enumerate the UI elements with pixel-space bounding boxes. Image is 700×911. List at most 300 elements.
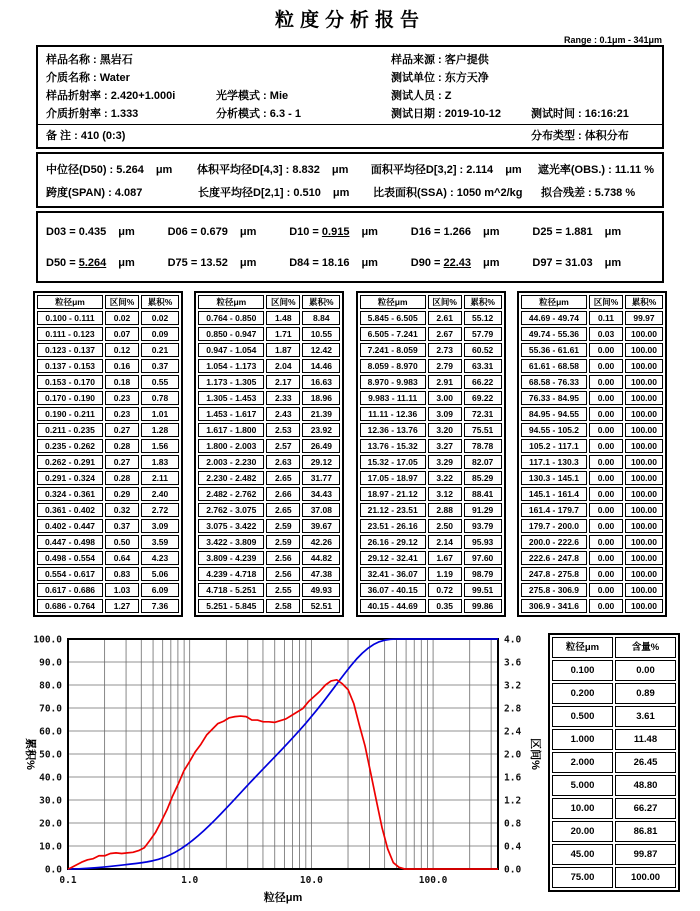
cell-interval-pct: 0.00 <box>589 439 623 453</box>
percentile-value: 0.915 <box>321 225 350 238</box>
cell-interval-pct: 2.58 <box>266 599 300 613</box>
table-row <box>37 359 179 373</box>
cell-size-range: 84.95 - 94.55 <box>521 407 587 421</box>
cell-interval-pct: 2.53 <box>266 423 300 437</box>
cell-interval-pct: 2.91 <box>428 375 462 389</box>
info-field: 备 注 : 410 (0:3) <box>46 129 126 142</box>
stat-value: 中位径(D50) : 5.264 <box>46 163 144 176</box>
cell-content-pct: 86.81 <box>615 821 676 842</box>
cell-cumulative-pct: 10.55 <box>302 327 340 341</box>
stat-field <box>371 161 538 177</box>
percentile-name: D06 = <box>167 225 201 238</box>
cell-cumulative-pct: 100.00 <box>625 439 663 453</box>
table-row <box>198 519 340 533</box>
cell-cumulative-pct: 8.84 <box>302 311 340 325</box>
table-row <box>552 844 676 865</box>
cell-interval-pct: 1.67 <box>428 551 462 565</box>
cell-size-range: 0.764 - 0.850 <box>198 311 264 325</box>
cell-interval-pct: 2.65 <box>266 471 300 485</box>
cell-size-range: 0.498 - 0.554 <box>37 551 103 565</box>
cell-interval-pct: 0.03 <box>589 327 623 341</box>
cell-interval-pct: 0.23 <box>105 407 139 421</box>
cell-size-range: 94.55 - 105.2 <box>521 423 587 437</box>
percentile-unit: μm <box>604 256 622 269</box>
cell-interval-pct: 2.50 <box>428 519 462 533</box>
cell-size-range: 12.36 - 13.76 <box>360 423 426 437</box>
column-header: 粒径μm <box>198 295 264 309</box>
cell-interval-pct: 0.00 <box>589 455 623 469</box>
percentile-name: D03 = <box>46 225 79 238</box>
stat-field <box>198 184 373 200</box>
cell-size-range: 0.137 - 0.153 <box>37 359 103 373</box>
sample-info-box <box>36 45 664 149</box>
cell-cumulative-pct: 39.67 <box>302 519 340 533</box>
cell-size: 5.000 <box>552 775 613 796</box>
info-field: 测试单位 : 东方天净 <box>391 72 489 84</box>
cell-interval-pct: 0.37 <box>105 519 139 533</box>
cell-cumulative-pct: 93.79 <box>464 519 502 533</box>
percentile-unit: μm <box>604 225 622 238</box>
cell-interval-pct: 0.23 <box>105 391 139 405</box>
table-row <box>360 583 502 597</box>
stat-field <box>541 184 635 200</box>
table-row <box>360 407 502 421</box>
percentile-value: 18.16 <box>321 256 350 269</box>
summary-table-grid <box>548 633 680 892</box>
svg-text:100.0: 100.0 <box>33 634 62 646</box>
stats-row <box>38 157 662 180</box>
left-axis-ticks <box>33 635 62 876</box>
table-row <box>37 567 179 581</box>
cell-interval-pct: 0.35 <box>428 599 462 613</box>
percentile-unit: μm <box>118 225 135 238</box>
table-header-row <box>360 295 502 309</box>
cell-interval-pct: 2.59 <box>266 519 300 533</box>
cell-size-range: 0.153 - 0.170 <box>37 375 103 389</box>
svg-text:0.4: 0.4 <box>504 841 522 853</box>
cell-cumulative-pct: 99.51 <box>464 583 502 597</box>
table-row <box>198 471 340 485</box>
cell-interval-pct: 2.17 <box>266 375 300 389</box>
column-header: 粒径μm <box>37 295 103 309</box>
cell-cumulative-pct: 7.36 <box>141 599 179 613</box>
table-row <box>198 327 340 341</box>
cell-cumulative-pct: 2.11 <box>141 471 179 485</box>
cell-cumulative-pct: 100.00 <box>625 519 663 533</box>
cell-size-range: 18.97 - 21.12 <box>360 487 426 501</box>
table-row <box>521 359 663 373</box>
report-title: 粒度分析报告 <box>274 10 425 31</box>
cell-cumulative-pct: 63.31 <box>464 359 502 373</box>
cell-size-range: 2.230 - 2.482 <box>198 471 264 485</box>
cell-cumulative-pct: 99.86 <box>464 599 502 613</box>
cell-size-range: 0.170 - 0.190 <box>37 391 103 405</box>
cell-size-range: 145.1 - 161.4 <box>521 487 587 501</box>
chart-grid <box>68 639 498 869</box>
stat-field <box>46 184 198 200</box>
cell-interval-pct: 2.88 <box>428 503 462 517</box>
info-field: 介质折射率 : 1.333 <box>46 108 139 120</box>
cell-size-range: 26.16 - 29.12 <box>360 535 426 549</box>
cell-interval-pct: 2.67 <box>428 327 462 341</box>
svg-text:4.0: 4.0 <box>504 634 522 646</box>
cell-size: 10.00 <box>552 798 613 819</box>
cell-interval-pct: 3.20 <box>428 423 462 437</box>
cell-interval-pct: 2.59 <box>266 535 300 549</box>
table-row <box>198 583 340 597</box>
particle-table-group <box>33 291 183 617</box>
cell-size-range: 0.100 - 0.111 <box>37 311 103 325</box>
cell-cumulative-pct: 31.77 <box>302 471 340 485</box>
info-row <box>38 104 662 122</box>
cell-cumulative-pct: 88.41 <box>464 487 502 501</box>
cell-cumulative-pct: 75.51 <box>464 423 502 437</box>
svg-text:3.2: 3.2 <box>504 680 522 692</box>
percentile-field <box>46 257 168 269</box>
svg-text:0.0: 0.0 <box>504 864 522 876</box>
cell-size-range: 0.123 - 0.137 <box>37 343 103 357</box>
cell-cumulative-pct: 0.21 <box>141 343 179 357</box>
cell-cumulative-pct: 97.60 <box>464 551 502 565</box>
table-row <box>198 343 340 357</box>
cell-size: 0.100 <box>552 660 613 681</box>
table-row <box>521 311 663 325</box>
x-axis-ticks <box>59 875 447 886</box>
cell-cumulative-pct: 100.00 <box>625 359 663 373</box>
info-row <box>38 86 662 104</box>
right-axis-ticks <box>504 635 521 876</box>
percentile-name: D75 = <box>167 256 201 269</box>
percentile-value: 0.435 <box>78 225 107 238</box>
cell-interval-pct: 2.79 <box>428 359 462 373</box>
cell-size-range: 40.15 - 44.69 <box>360 599 426 613</box>
info-row <box>38 68 662 86</box>
cell-cumulative-pct: 42.26 <box>302 535 340 549</box>
table-row <box>521 343 663 357</box>
cell-size: 45.00 <box>552 844 613 865</box>
cell-content-pct: 0.00 <box>615 660 676 681</box>
cell-size-range: 3.422 - 3.809 <box>198 535 264 549</box>
percentile-name: D97 = <box>532 256 566 269</box>
percentile-name: D84 = <box>289 256 322 269</box>
percentile-unit: μm <box>239 225 257 238</box>
cell-cumulative-pct: 47.38 <box>302 567 340 581</box>
table-row <box>37 551 179 565</box>
cell-size-range: 44.69 - 49.74 <box>521 311 587 325</box>
table-row <box>37 519 179 533</box>
cell-cumulative-pct: 1.28 <box>141 423 179 437</box>
table-row <box>521 583 663 597</box>
stat-value: 面积平均径D[3,2] : 2.114 <box>370 163 494 176</box>
table-row <box>37 327 179 341</box>
stat-value: 体积平均径D[4,3] : 8.832 <box>197 163 320 176</box>
table-row <box>360 535 502 549</box>
cell-cumulative-pct: 0.55 <box>141 375 179 389</box>
cell-interval-pct: 0.00 <box>589 471 623 485</box>
cell-cumulative-pct: 21.39 <box>302 407 340 421</box>
cell-interval-pct: 2.66 <box>266 487 300 501</box>
cell-interval-pct: 0.02 <box>105 311 139 325</box>
cell-cumulative-pct: 3.09 <box>141 519 179 533</box>
cell-interval-pct: 2.57 <box>266 439 300 453</box>
cell-cumulative-pct: 44.82 <box>302 551 340 565</box>
table-header-row <box>521 295 663 309</box>
table-row <box>360 455 502 469</box>
cell-cumulative-pct: 0.02 <box>141 311 179 325</box>
cell-interval-pct: 0.32 <box>105 503 139 517</box>
svg-text:2.0: 2.0 <box>504 749 522 761</box>
cell-interval-pct: 2.65 <box>266 503 300 517</box>
info-field: 分析模式 : 6.3 - 1 <box>216 108 301 120</box>
cell-interval-pct: 0.00 <box>589 407 623 421</box>
cell-size-range: 200.0 - 222.6 <box>521 535 587 549</box>
cell-size-range: 0.554 - 0.617 <box>37 567 103 581</box>
percentile-field <box>411 226 533 238</box>
cell-interval-pct: 0.00 <box>589 503 623 517</box>
cell-interval-pct: 0.28 <box>105 471 139 485</box>
info-field: 介质名称 : Water <box>46 72 130 84</box>
cell-cumulative-pct: 100.00 <box>625 455 663 469</box>
table-row <box>552 752 676 773</box>
cell-cumulative-pct: 66.22 <box>464 375 502 389</box>
cell-interval-pct: 0.00 <box>589 551 623 565</box>
table-row <box>360 343 502 357</box>
table-row <box>521 487 663 501</box>
table-row <box>37 487 179 501</box>
percentile-value: 1.881 <box>565 225 593 238</box>
cell-cumulative-pct: 100.00 <box>625 599 663 613</box>
table-header-row <box>552 637 676 658</box>
cell-interval-pct: 0.00 <box>589 343 623 357</box>
info-field: 分布类型 : 体积分布 <box>531 129 629 142</box>
cell-cumulative-pct: 4.23 <box>141 551 179 565</box>
percentile-unit: μm <box>118 256 135 269</box>
info-field: 测试人员 : Z <box>391 90 452 102</box>
cell-size-range: 5.845 - 6.505 <box>360 311 426 325</box>
table-row <box>37 439 179 453</box>
svg-text:40.0: 40.0 <box>39 772 62 784</box>
cell-size-range: 2.003 - 2.230 <box>198 455 264 469</box>
column-header: 累积% <box>464 295 502 309</box>
cell-size-range: 222.6 - 247.8 <box>521 551 587 565</box>
cell-interval-pct: 2.04 <box>266 359 300 373</box>
table-row <box>37 583 179 597</box>
cell-size-range: 0.361 - 0.402 <box>37 503 103 517</box>
cell-cumulative-pct: 95.93 <box>464 535 502 549</box>
cell-interval-pct: 3.29 <box>428 455 462 469</box>
svg-text:1.6: 1.6 <box>504 772 522 784</box>
svg-text:2.8: 2.8 <box>504 703 522 715</box>
cell-interval-pct: 0.00 <box>589 535 623 549</box>
cell-interval-pct: 0.27 <box>105 423 139 437</box>
chart-right-axis-label: 区间% <box>529 738 541 770</box>
cell-size-range: 1.800 - 2.003 <box>198 439 264 453</box>
summary-table <box>548 633 680 892</box>
cell-size-range: 247.8 - 275.8 <box>521 567 587 581</box>
cell-size-range: 1.453 - 1.617 <box>198 407 264 421</box>
table-row <box>552 660 676 681</box>
table-row <box>37 455 179 469</box>
cell-size-range: 15.32 - 17.05 <box>360 455 426 469</box>
cell-cumulative-pct: 14.46 <box>302 359 340 373</box>
cell-size-range: 3.809 - 4.239 <box>198 551 264 565</box>
column-header: 累积% <box>141 295 179 309</box>
cell-content-pct: 48.80 <box>615 775 676 796</box>
table-row <box>198 375 340 389</box>
cell-size-range: 0.211 - 0.235 <box>37 423 103 437</box>
cell-cumulative-pct: 100.00 <box>625 503 663 517</box>
cell-cumulative-pct: 100.00 <box>625 327 663 341</box>
cell-size-range: 0.947 - 1.054 <box>198 343 264 357</box>
stat-value: 跨度(SPAN) : 4.087 <box>46 186 143 199</box>
svg-text:2.4: 2.4 <box>504 726 522 738</box>
cell-interval-pct: 1.71 <box>266 327 300 341</box>
cell-size-range: 4.718 - 5.251 <box>198 583 264 597</box>
table-row <box>360 311 502 325</box>
cell-interval-pct: 0.16 <box>105 359 139 373</box>
cell-size-range: 0.291 - 0.324 <box>37 471 103 485</box>
cell-cumulative-pct: 100.00 <box>625 391 663 405</box>
percentile-field <box>289 226 411 238</box>
cell-cumulative-pct: 0.09 <box>141 327 179 341</box>
svg-text:20.0: 20.0 <box>39 818 62 830</box>
stat-unit: μm <box>155 163 173 176</box>
cell-interval-pct: 0.00 <box>589 519 623 533</box>
table-row <box>198 311 340 325</box>
cell-cumulative-pct: 100.00 <box>625 423 663 437</box>
percentile-field <box>46 226 168 238</box>
cell-size-range: 0.850 - 0.947 <box>198 327 264 341</box>
cell-cumulative-pct: 100.00 <box>625 407 663 421</box>
cell-size-range: 6.505 - 7.241 <box>360 327 426 341</box>
cell-cumulative-pct: 100.00 <box>625 471 663 485</box>
cell-interval-pct: 0.00 <box>589 583 623 597</box>
table-row <box>360 487 502 501</box>
table-header-row <box>37 295 179 309</box>
info-field: 样品来源 : 客户提供 <box>391 54 489 66</box>
stat-field <box>197 161 371 177</box>
cell-size-range: 0.686 - 0.764 <box>37 599 103 613</box>
stat-value: 长度平均径D[2,1] : 0.510 <box>198 186 321 199</box>
cell-interval-pct: 0.07 <box>105 327 139 341</box>
cell-interval-pct: 3.00 <box>428 391 462 405</box>
table-row <box>198 535 340 549</box>
stat-value: 遮光率(OBS.) : 11.11 % <box>537 163 654 176</box>
cell-cumulative-pct: 0.37 <box>141 359 179 373</box>
column-header: 含量% <box>615 637 676 658</box>
table-row <box>360 599 502 613</box>
percentile-value: 13.52 <box>200 256 228 269</box>
cell-cumulative-pct: 49.93 <box>302 583 340 597</box>
cell-interval-pct: 0.64 <box>105 551 139 565</box>
info-field: 测试日期 : 2019-10-12 <box>391 108 502 120</box>
stat-value: 拟合残差 : 5.738 % <box>541 186 636 199</box>
cell-size-range: 0.447 - 0.498 <box>37 535 103 549</box>
svg-text:3.6: 3.6 <box>504 657 522 669</box>
cell-interval-pct: 0.00 <box>589 391 623 405</box>
chart-x-axis-label: 粒径μm <box>263 892 303 904</box>
cell-cumulative-pct: 37.08 <box>302 503 340 517</box>
cell-size-range: 275.8 - 306.9 <box>521 583 587 597</box>
table-row <box>198 359 340 373</box>
table-row <box>521 423 663 437</box>
percentile-row <box>38 247 662 278</box>
cell-cumulative-pct: 100.00 <box>625 375 663 389</box>
table-row <box>37 375 179 389</box>
table-row <box>37 423 179 437</box>
cell-size-range: 1.173 - 1.305 <box>198 375 264 389</box>
cell-cumulative-pct: 34.43 <box>302 487 340 501</box>
percentile-field <box>168 257 290 269</box>
table-row <box>521 375 663 389</box>
svg-text:60.0: 60.0 <box>39 726 62 738</box>
cell-size: 1.000 <box>552 729 613 750</box>
stat-field <box>46 161 197 177</box>
cell-size-range: 32.41 - 36.07 <box>360 567 426 581</box>
cell-size-range: 68.58 - 76.33 <box>521 375 587 389</box>
cell-cumulative-pct: 55.12 <box>464 311 502 325</box>
cell-size: 2.000 <box>552 752 613 773</box>
cell-interval-pct: 0.72 <box>428 583 462 597</box>
cell-size-range: 11.11 - 12.36 <box>360 407 426 421</box>
cell-size-range: 8.970 - 9.983 <box>360 375 426 389</box>
cell-size-range: 5.251 - 5.845 <box>198 599 264 613</box>
cell-size-range: 0.111 - 0.123 <box>37 327 103 341</box>
percentile-name: D25 = <box>532 225 566 238</box>
cell-size: 0.200 <box>552 683 613 704</box>
percentile-unit: μm <box>361 256 378 269</box>
cell-size-range: 21.12 - 23.51 <box>360 503 426 517</box>
column-header: 累积% <box>625 295 663 309</box>
svg-text:0.1: 0.1 <box>59 875 77 886</box>
cell-cumulative-pct: 2.72 <box>141 503 179 517</box>
particle-table-group <box>194 291 344 617</box>
cell-interval-pct: 0.29 <box>105 487 139 501</box>
cell-content-pct: 66.27 <box>615 798 676 819</box>
table-row <box>552 706 676 727</box>
cell-size-range: 55.36 - 61.61 <box>521 343 587 357</box>
cell-cumulative-pct: 100.00 <box>625 583 663 597</box>
svg-text:50.0: 50.0 <box>39 749 62 761</box>
svg-text:30.0: 30.0 <box>39 795 62 807</box>
cell-interval-pct: 3.09 <box>428 407 462 421</box>
table-row <box>552 683 676 704</box>
table-row <box>360 327 502 341</box>
cell-interval-pct: 2.14 <box>428 535 462 549</box>
table-row <box>37 503 179 517</box>
svg-text:1.0: 1.0 <box>181 875 199 886</box>
cell-interval-pct: 0.00 <box>589 487 623 501</box>
table-row <box>552 798 676 819</box>
table-row <box>198 423 340 437</box>
cell-cumulative-pct: 60.52 <box>464 343 502 357</box>
cell-interval-pct: 0.50 <box>105 535 139 549</box>
table-row <box>198 487 340 501</box>
svg-text:1.2: 1.2 <box>504 795 522 807</box>
table-row <box>552 867 676 888</box>
cell-size-range: 2.482 - 2.762 <box>198 487 264 501</box>
particle-table-group <box>356 291 506 617</box>
column-header: 粒径μm <box>521 295 587 309</box>
cell-interval-pct: 2.33 <box>266 391 300 405</box>
cell-content-pct: 3.61 <box>615 706 676 727</box>
cell-interval-pct: 0.00 <box>589 375 623 389</box>
table-row <box>360 471 502 485</box>
cell-size-range: 29.12 - 32.41 <box>360 551 426 565</box>
cell-size-range: 1.305 - 1.453 <box>198 391 264 405</box>
particle-table-group <box>517 291 667 617</box>
table-row <box>521 567 663 581</box>
